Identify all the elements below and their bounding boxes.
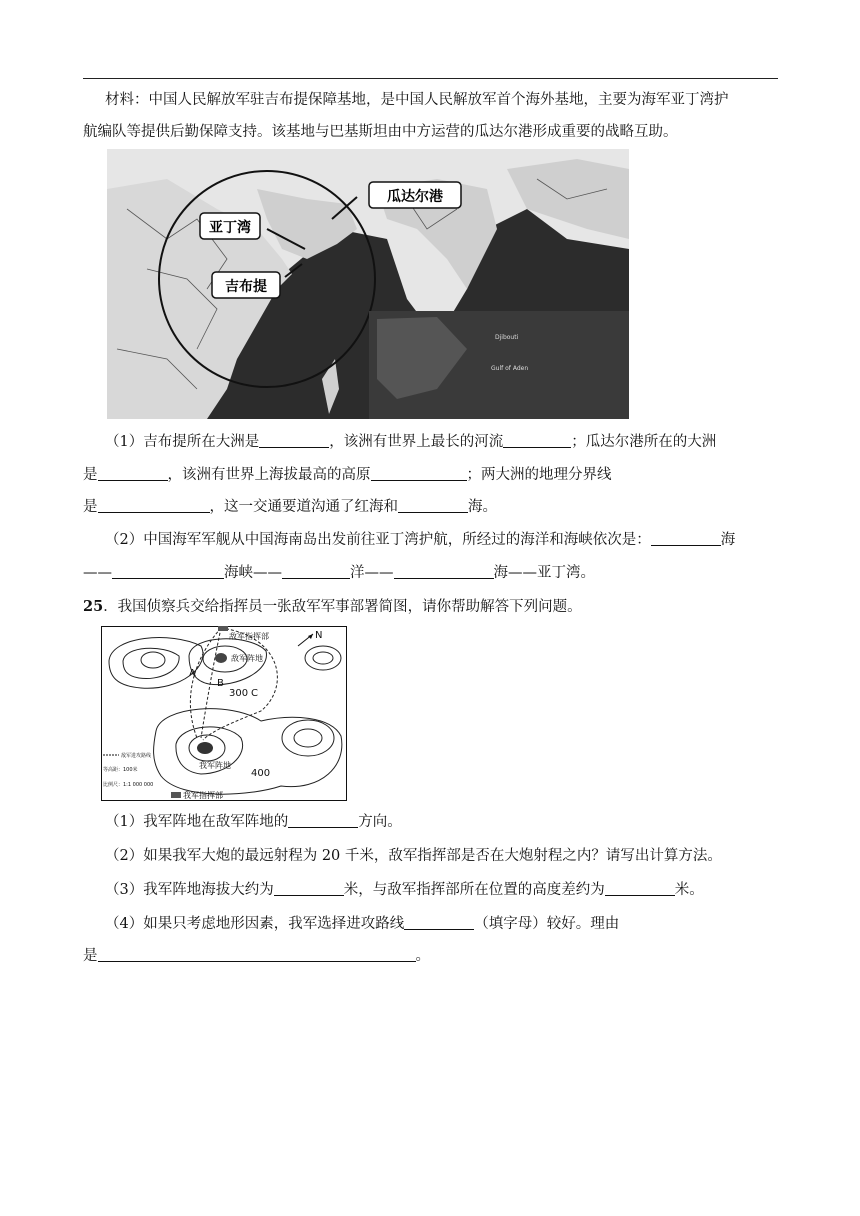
q25-q5-a: 是 xyxy=(83,948,98,964)
q24-p5-a: —— xyxy=(83,565,112,581)
q25-intro xyxy=(83,597,783,617)
q24-p3-a: 是 xyxy=(83,499,98,515)
blank-continent-1[interactable] xyxy=(259,433,329,448)
label-aden: 亚丁湾 xyxy=(209,220,251,236)
route-b-label: B xyxy=(217,678,224,689)
blank-route-choice[interactable] xyxy=(404,915,474,930)
q25-q3-a: （3）我军阵地海拔大约为 xyxy=(105,882,274,898)
legend-scale: 比例尺：1:1 000 000 xyxy=(103,782,154,788)
q24-p5-d: 海——亚丁湾。 xyxy=(493,565,595,581)
blank-ocean[interactable] xyxy=(282,564,350,579)
q25-q3-b: 米，与敌军指挥部所在位置的高度差约为 xyxy=(343,882,605,898)
q25-number: 25 xyxy=(83,598,104,615)
contour-300-label: 300 xyxy=(229,688,249,699)
q24-line-3 xyxy=(83,497,783,517)
legend-route: 敌军进攻路线 xyxy=(121,753,152,759)
enemy-pos-marker xyxy=(215,653,227,663)
our-pos-marker xyxy=(197,742,213,754)
q24-p5-c: 洋—— xyxy=(350,565,394,581)
q25-intro-text: ．我国侦察兵交给指挥员一张敌军军事部署简图，请你帮助解答下列问题。 xyxy=(103,599,582,615)
q24-p2-c: ；两大洲的地理分界线 xyxy=(466,467,612,483)
q24-p2-b: ，该洲有世界上海拔最高的高原 xyxy=(167,467,371,483)
enemy-hq-label: 敌军指挥部 xyxy=(229,632,269,641)
q25-q3-c: 米。 xyxy=(674,882,704,898)
header-rule xyxy=(83,78,778,79)
q24-p3-b: ，这一交通要道沟通了红海和 xyxy=(209,499,398,515)
q24-line-4 xyxy=(105,530,805,550)
inset-label-djibouti: Djibouti xyxy=(495,334,519,341)
q24-p4-b: 海 xyxy=(720,532,736,548)
blank-height-diff[interactable] xyxy=(605,881,675,896)
blank-route-sea[interactable] xyxy=(651,531,721,546)
q25-q5 xyxy=(83,946,783,966)
label-gwadar: 瓜达尔港 xyxy=(387,189,443,205)
blank-direction[interactable] xyxy=(288,813,358,828)
route-a-label: A xyxy=(189,668,196,679)
enemy-pos-label: 敌军阵地 xyxy=(231,654,263,663)
our-hq-label: 我军指挥部 xyxy=(183,791,223,800)
indian-ocean-map xyxy=(107,149,629,419)
blank-reason[interactable] xyxy=(98,947,416,962)
q24-p1-c: ；瓜达尔港所在的大洲 xyxy=(571,434,717,450)
q24-line-2 xyxy=(83,465,783,485)
q24-p1-b: ，该洲有世界上最长的河流 xyxy=(329,434,504,450)
q24-p2-a: 是 xyxy=(83,467,98,483)
blank-strait[interactable] xyxy=(112,564,224,579)
inset-label-gulf: Gulf of Aden xyxy=(491,365,529,372)
blank-boundary[interactable] xyxy=(98,498,210,513)
q25-q5-b: 。 xyxy=(415,948,430,964)
north-label: N xyxy=(315,630,323,641)
q24-p5-b: 海峡—— xyxy=(224,565,282,581)
enemy-hq-marker xyxy=(218,626,228,631)
q25-q2: （2）如果我军大炮的最远射程为 20 千米，敌军指挥部是否在大炮射程之内？请写出计算方法。 xyxy=(105,848,722,864)
blank-continent-2[interactable] xyxy=(98,466,168,481)
label-djibouti: 吉布提 xyxy=(225,279,267,295)
blank-sea[interactable] xyxy=(398,498,468,513)
blank-river[interactable] xyxy=(503,433,571,448)
q25-q3 xyxy=(105,880,805,900)
material-line-1: 材料：中国人民解放军驻吉布提保障基地，是中国人民解放军首个海外基地，主要为海军亚丁湾护 xyxy=(105,92,729,108)
q24-p1-a: （1）吉布提所在大洲是 xyxy=(105,434,260,450)
q25-q4-a: （4）如果只考虑地形因素，我军选择进攻路线 xyxy=(105,916,405,932)
q24-line-1 xyxy=(105,432,805,452)
q25-q1-b: 方向。 xyxy=(358,814,402,830)
our-pos-label: 我军阵地 xyxy=(199,761,231,770)
legend-interval: 等高距：100米 xyxy=(103,767,138,773)
q25-q1 xyxy=(105,812,805,832)
q25-q4 xyxy=(105,914,805,934)
blank-route-sea-2[interactable] xyxy=(394,564,494,579)
blank-altitude[interactable] xyxy=(274,881,344,896)
q24-p3-c: 海。 xyxy=(468,499,497,515)
q25-q4-b: （填字母）较好。理由 xyxy=(474,916,620,932)
q24-p4-a: （2）中国海军军舰从中国海南岛出发前往亚丁湾护航，所经过的海洋和海峡依次是： xyxy=(105,532,651,548)
material-line-2: 航编队等提供后勤保障支持。该基地与巴基斯坦由中方运营的瓜达尔港形成重要的战略互助。 xyxy=(83,124,678,140)
our-hq-marker xyxy=(171,792,181,798)
contour-400-label: 400 xyxy=(251,768,271,779)
q25-q1-a: （1）我军阵地在敌军阵地的 xyxy=(105,814,289,830)
contour-map xyxy=(101,626,347,801)
blank-plateau[interactable] xyxy=(371,466,467,481)
q24-line-5 xyxy=(83,563,783,583)
route-c-label: C xyxy=(251,688,258,699)
